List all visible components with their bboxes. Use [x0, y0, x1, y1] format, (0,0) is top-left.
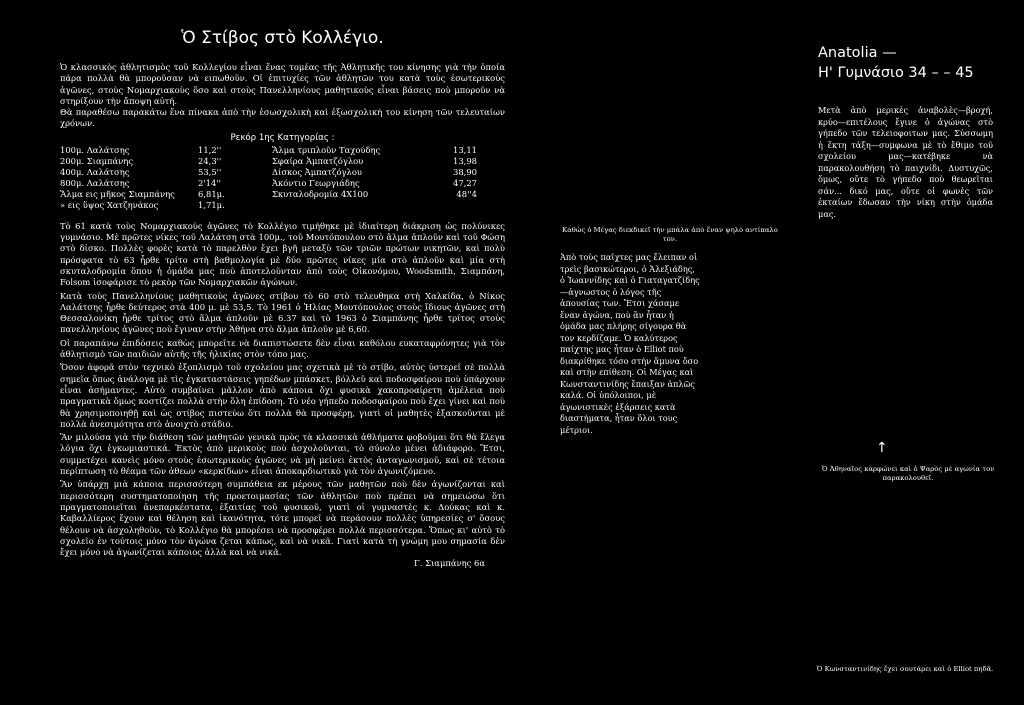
record-row [272, 145, 477, 156]
record-event: Ἅλμα τριπλοῦν Ταχούδης [272, 144, 381, 155]
records-title: Ρεκόρ 1ης Κατηγορίας : [230, 132, 335, 143]
record-row [272, 189, 477, 200]
record-value: 13,11 [453, 144, 477, 155]
intro-paragraph: Ὁ κλασσικὸς ἀθλητισμὸς τοῦ Κολλεγίου εἶναι ἕνας τομέας τῆς Ἀθλητικῆς του κίνησης γιὰ τὴν ὁποία πάρα πολλὰ θὰ μποροῦσαν νὰ ειπωθοῦν. Οἱ ἐπιτυχίες τῶν ἀθλητῶν του κατὰ τοὺς ἐσωτερικοὺς ἀγῶνες, στοὺς Νομαρχιακοὺς ὅσο καὶ στοὺς Πανελληνίους μαθητικοὺς εἶναι βάσεις ποὺ μποροῦν νὰ στηρίξουν τὴν ἄποψη αὐτή. [60, 62, 505, 106]
record-value: 2'14'' [198, 177, 221, 188]
main-article [60, 20, 505, 568]
side-story-heading-line1: Anatolia — [818, 45, 897, 61]
records-right-column [272, 145, 477, 211]
record-event: Σκυταλοδρομία 4Χ100 [272, 188, 369, 199]
side-story-heading-line2: Η' Γυμνάσιο 34 – – 45 [818, 65, 974, 81]
record-value: 48''4 [456, 188, 477, 199]
record-value: 24,3'' [198, 155, 222, 166]
record-row [272, 178, 477, 189]
side-story-continued: Ἀπὸ τοὺς παῖχτες μας ἔλειπαν οἱ τρεὶς βασικώτεροι, ὁ Ἀλεξιάδης, ὁ Ἰωαννίδης καὶ ὁ Γιαταγατζίδης—ἀγνωστος ὁ λόγος τῆς ἀπουσίας των. Ἔτσι χάσαμε ἕναν ἀγώνα, ποὺ ἂν ἦταν ἡ ὁμάδα μας πλήρης σίγουρα θὰ τον κερδίζαμε. Ὁ καλύτερος παίχτης μας ἦταν ὁ Elliot ποὺ διακρίθηκε τόσο στὴν ἄμυνα ὅσο καὶ στὴν επίθεση. Οἱ Μέγας καὶ Κωνσταντινίδης ἔπαιξαν ἁπλῶς καλά. Οἱ ὑπόλοιποι, μὲ ἀγωνιστικὲς ἐξάρσεις κατὰ διαστήματα, ἦταν ὅλοι τους μέτριοι. [560, 252, 700, 435]
record-row [60, 145, 248, 156]
photo-caption-bottom: Ὁ Κωνσταντινίδης ἔχει σουτάρει καὶ ὁ Elliot πηδᾶ. [816, 665, 994, 673]
record-row [60, 156, 248, 167]
record-value: 47,27 [453, 177, 477, 188]
records-table [60, 145, 505, 211]
record-row [272, 156, 477, 167]
record-event: 100μ. Λαλάτσης [60, 144, 130, 155]
record-event: Ἀκόντιο Γεωργιάδης [272, 177, 360, 188]
body-paragraph: Ἂν μιλούσα γιὰ τὴν διάθεση τῶν μαθητῶν γενικὰ πρὸς τὰ κλασσικὰ ἀθλήματα φοβοῦμαι ὅτι θὰ ἔλεγα λόγια ὄχι ἐγκωμιαστικά. Ἐκτὸς ἀπὸ μερικοὺς ποὺ ἀσχολοῦνται, τὸ σύνολο μένει ἀδιάφορο. Ἔτσι, συμμετέχει κανεὶς μόνο στοὺς ἐσωτερικοὺς ἀγῶνες νὰ μὴ μείνει ἐκτὸς ἀνταγωνισμοῦ, καὶ σὲ τέτοια περίπτωση τὸ θέαμα τῶν ἀθεων «κερκίδων» εἶναι ἀποκαρδιωτικὸ γιὰ τὸν ἀγωνιζόμενο. [60, 432, 505, 477]
body-paragraph: Τὸ 61 κατὰ τοὺς Νομαρχιακοὺς ἀγῶνες τὸ Κολλέγιο τιμήθηκε μὲ ἰδιαίτερη διάκριση ὡς πολύνικες γυμνάσιο. Μὲ πρῶτες νίκες τοῦ Λαλάτση στὰ 100μ., τοῦ Μουτόπουλου στὸ ἅλμα ἀπλοῦν καὶ τοῦ Φώση στὸ δίσκο. Πολλὲς φορὲς κατὰ τὸ παρελθὸν ἔχει βγῆ μεταξὺ τῶν τριῶν πρώτων νικητῶν, καὶ πολὺ πρόσφατα τὸ 63 ἦρθε τρίτο στὴ βαθμολογία μὲ δύο πρῶτες νίκες μία στὸ ἁπλοῦν καὶ μία στὴ σκυταλοδρομία ὅπου ἡ ὁμάδα μας ποὺ ἀποτελοῦνταν ἀπὸ τοὺς Οἰκονόμου, Woodsmith, Σιαμπάνη, Folsom ἰσοφάρισε τὸ ρεκὸρ τῶν Νομαρχιακῶν ἀγώνων. [60, 220, 505, 288]
record-value: 1,71μ. [198, 199, 225, 210]
record-value: 53,5'' [198, 166, 222, 177]
record-event: 400μ. Λαλάτσης [60, 166, 130, 177]
record-value: 38,90 [453, 166, 477, 177]
body-paragraph: Ὅσον ἀφορᾶ στὸν τεχνικὸ ἐξοπλισμὸ τοῦ σχολείου μας σχετικὰ μὲ τὸ στίβο, αὐτὸς ὑστερεῖ σὲ πολλὰ σημεῖα ὅπως ἀνάλογα μὲ τὶς ἐγκαταστάσεις γηπέδων μπάσκετ, βόλλεϋ καὶ ποδοσφαίρου ποὺ ὑπάρχουν εἶναι ἀσήμαντες. Αὐτὸ συμβαίνει μᾶλλον ἀπὸ κάποια ὄχι φυσικὰ χακοπροαίρετη ἀμέλεια ποὺ πραγματικὰ ὅμως κοστίζει πολλὰ στὴν ὅλη ἐπίδοση. Τὸ νέο γήπεδο ποδοσφαίρου ποὺ ἔχει γίνει καὶ ποὺ θὰ χρησιμοποιηθῇ καὶ ὡς στίβος πιστεύω ὅτι πολλὰ θὰ προσφέρῃ, γιατὶ οἱ μαθητὲς ἐξασκοῦνται μὲ πολλὰ ἀνεσιμότητα στὸ ἀνοιχτὸ στάδιο. [60, 362, 505, 429]
arrow-up-icon: ↑ [876, 440, 888, 456]
record-row [60, 189, 248, 200]
intro-paragraph-2: Θὰ παραθέσω παρακάτω ἕνα πίνακα ἀπὸ τὴν ἐσωσχολικὴ καὶ ἐξωσχολικὴ του κίνηση τῶν τελευταίων χρόνων. [60, 107, 505, 129]
record-row [60, 200, 248, 211]
record-event: Ἅλμα εις μῆκος Σιαμπάνης [60, 188, 175, 199]
record-value: 6,81μ. [198, 188, 225, 199]
side-story-heading [818, 43, 988, 83]
record-event: 200μ. Σιαμπάνης [60, 155, 134, 166]
record-value: 11,2'' [198, 144, 222, 155]
record-row [272, 167, 477, 178]
article-signature: Γ. Σιαμπάνης 6α [413, 558, 485, 569]
record-row [60, 167, 248, 178]
record-event: Σφαίρα Ἀμπατζόγλου [272, 155, 364, 166]
record-event: 800μ. Λαλάτσης [60, 177, 130, 188]
record-event: » εις ὕψος Χατζηνάκος [60, 199, 159, 210]
photo-caption-top: Καθὼς ὁ Μέγας διεκδικεῖ τὴν μπάλα ἀπὸ ἕναν ψηλὸ αντίπαλο τον. [562, 226, 778, 243]
record-event: Δίσκος Ἀμπατζόγλου [272, 166, 362, 177]
article-title: Ὁ Στίβος στὸ Κολλέγιο. [181, 28, 384, 48]
record-value: 13,98 [453, 155, 477, 166]
body-paragraph: Οἱ παραπάνω ἐπιδόσεις καθὼς μπορεῖτε νὰ διαπιστώσετε δὲν εἶναι καθόλου ευκαταφρόνητες γιὰ τὸν ἀθλητισμὸ τῶν παιδιῶν αὐτῆς τῆς ἡλικίας στὸν τόπο μας. [60, 337, 505, 360]
body-paragraph: Ἂν ὑπάρχῃ μιὰ κάποια περισσότερη συμπάθεια εκ μέρους τῶν μαθητῶν ποὺ δὲν ἀγωνίζονται καὶ περισσότερη συστηματοποίηση τῆς προετοιμασίας τῶν ἀθλητῶν ποὺ πρέπει νὰ σημειώσω ὅτι πραγματοποιεῖται ἀνεπαρκέστατα, ἐξαιτίας τοῦ φυσικοῦ, γιατὶ οἱ γυμναστὲς κ. Δούκας καὶ κ. Καβαλλίερος ἔχουν καὶ θέληση καὶ ἱκανότητα, τότε μπορεῖ νὰ περάσουν πολλὲς ὑπηρεσίες σ' ὅσους θέλουν νὰ ἀσχοληθοῦν, τὸ Κολλέγιο θὰ μπορέσει νὰ προσφέρει πολλὰ περισσότερα. Ὅπως κι' αὐτὸ τὸ σχολεῖο ἐν τούτοις μόνο τὸν ἀγώνα ζεται κάπως, καὶ νὰ νικᾶ. Γιατὶ κατὰ τὴ γνώμη μου σημασία δὲν ἔχει μόνο νὰ ἀγωνίζεται κάποιος ἀλλὰ καὶ νὰ νικᾶ. [60, 479, 505, 558]
body-paragraph: Κατὰ τοὺς Πανελληνίους μαθητικοὺς ἀγῶνες στίβου τὸ 60 στὸ τελευθηκα στὴ Χαλκίδα, ὁ Νίκος Λαλάτσης ἦρθε δεύτερος στὰ 400 μ. μὲ 53,5. Τὸ 1961 ὁ Ἠλίας Μουτόπουλος στοὺς ἴδιους ἀγῶνες στὴ Θεσσαλονίκη ἦρθε τρίτος στὸ ἅλμα ἀπλοῦν μὲ 6.37 καὶ τὸ 1963 ὁ Σιαμπάνης ἦρθε τρίτος στοὺς πανελληνίους ἀγῶνες ποὺ ἔγιναν στὴν Ἀθήνα στὸ ἅλμα ἁπλοῦν μὲ 6,60. [60, 290, 505, 335]
photo-caption-mid: Ὁ Ἀθηναῖος καρφώνει καὶ ὁ Ψαρὸς μὲ αγωνία τον παρακολουθεῖ. [821, 465, 995, 482]
record-row [60, 178, 248, 189]
side-story-text: Μετὰ ἀπὸ μερικὲς ἀναβολὲς—βροχή, κρύο—επιτέλους ἔγινε ὁ ἀγώνας στὸ γήπεδο τῶν τελειοφοιτων μας. Σύσσωμη ἡ ἕκτη τάξη—συμφωνα μὲ τὸ ἔθιμο τοῦ σχολείου μας—κατέβηκε νὰ παρακολουθήση τὸ παιχνίδι. Δυστυχῶς, ὅμως, οὔτε τὸ γήπεδο ποὺ θεωρεῖται σάν... δικό μας, οὔτε οἱ φωνὲς τῶν ἐκταίων ἔδωσαν τὴν νίκη στὴν ὁμάδα μας. [818, 105, 993, 219]
records-left-column [60, 145, 248, 211]
